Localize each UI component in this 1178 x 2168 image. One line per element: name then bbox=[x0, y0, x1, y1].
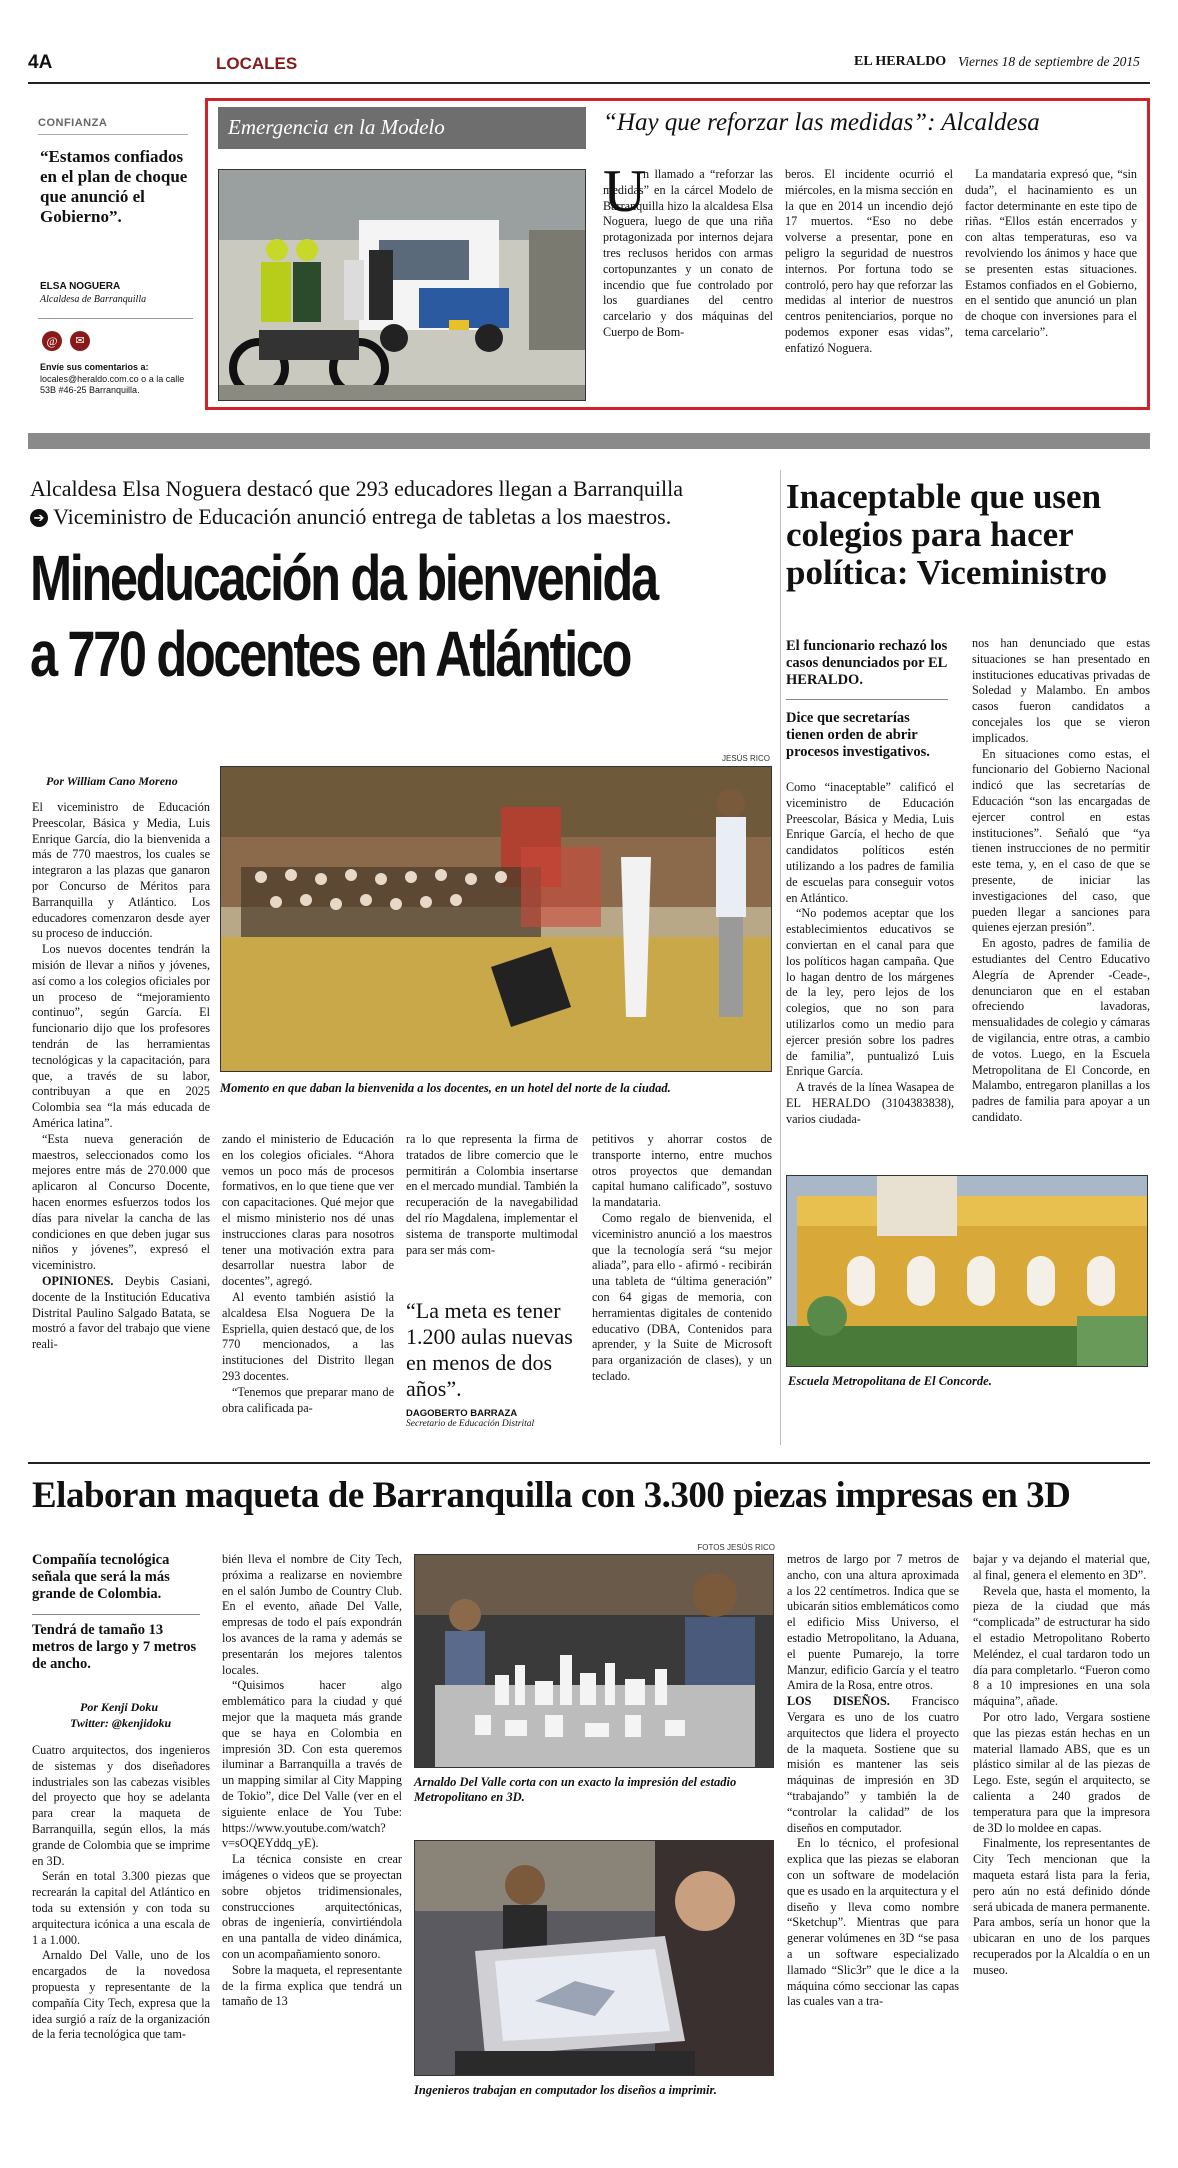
pull-quote-text: “La meta es tener 1.200 aulas nuevas en menos de dos años”. bbox=[406, 1298, 573, 1401]
side-sub-1: El funcionario rechazó los casos denunciados por EL HERALDO. bbox=[786, 638, 948, 688]
opiniones-kicker: OPINIONES. bbox=[42, 1273, 114, 1288]
confianza-sidebar bbox=[30, 103, 200, 408]
sidebar-quote: “Estamos confiados en el plan de choque que anunció el Gobierno”. bbox=[40, 147, 188, 226]
prison-photo bbox=[218, 169, 586, 401]
box-title: “Hay que reforzar las medidas”: Alcaldesa bbox=[603, 109, 1040, 136]
main-byline: Por William Cano Moreno bbox=[46, 774, 178, 788]
contact-text: locales@heraldo.com.co o a la calle 53B #46-25 Barranquilla. bbox=[40, 374, 185, 395]
side-sub-2: Dice que secretarías tienen orden de abrir procesos investigativos. bbox=[786, 710, 930, 760]
section-divider-bar bbox=[28, 433, 1150, 449]
box-col-2: beros. El incidente ocurrió el miércoles, en la misma sección en la que en 2014 un incendio dejó 17 muertos. “Eso no debe volverse a presentar, pone en peligro la seguridad de nuestros internos. Por fortuna todo se controló, pero hay que reforzar las medidas al interior de nuestros centros penitenciarios, porque no podemos exponer esas vidas”, enfatizó Noguera. bbox=[785, 167, 953, 355]
pull-quote bbox=[406, 1298, 578, 1429]
main-deck-1: Alcaldesa Elsa Noguera destacó que 293 educadores llegan a Barranquilla bbox=[30, 476, 684, 501]
bottom-sub-2: Tendrá de tamaño 13 metros de largo y 7 metros de ancho. bbox=[32, 1622, 197, 1672]
comment-icon[interactable]: @ bbox=[42, 331, 62, 351]
photo-label-band bbox=[218, 107, 586, 149]
bottom-col-1: Cuatro arquitectos, dos ingenieros de sistemas y dos diseñadores industriales son las cabezas visibles del proyecto que hoy se adelanta para crear la maqueta de Barranquilla, según ellos, la más grande de Colombia que se imprime en 3D. Serán en total 3.300 piezas que recrearán la capital del Atlántico en toda su extensión y con toda su arquitectura icónica a una escala de 1 a 1.000. Arnaldo Del Valle, uno de los encargados de la novedosa propuesta y representante de la compañía City Tech, expresa que la idea surgió a raíz de la organización de la feria tecnológica que tam- bbox=[32, 1743, 210, 2042]
main-col-4: petitivos y ahorrar costos de transporte interno, entre muchos otros proyectos que demandan capital humano calificado”, sostuvo la mandataria. Como regalo de bienvenida, el viceministro anunció a los maestros que la tecnología será “su mejor aliada”, para ello - afirmó - recibirán una tableta de “última generación” con 64 gigas de memoria, con herramientas digitales de contenido educativo (DBA, Contenidos para aprender, y la Suite de Microsoft para organización de clases), y un teclado. bbox=[592, 1132, 772, 1383]
sidebar-role: Alcaldesa de Barranquilla bbox=[40, 294, 147, 305]
contact-title: Envíe sus comentarios a: bbox=[40, 362, 149, 372]
side-col-2: nos han denunciado que estas situaciones se han presentado en instituciones educativas privadas de Soledad y Malambo. En ambos casos fueron candidatos a concejales los que se vieron implicados. En situaciones como estas, el funcionario del Gobierno Nacional indicó que las secretarías de Educación “son las encargadas de ejercer control en estas instituciones”. Señaló que “ya tienen instrucciones de no permitir este tema, y, en el caso de que se presente, de iniciar las investigaciones del caso, que pueden llegar a sanciones para quienes ejerzan presión”. En agosto, padres de familia de estudiantes del Centro Educativo Alegría de Aprender -Ceade-, denunciaron que en el estaban ofreciendo lavadoras, mensualidades de colegio y cámaras de vigilancia, entre otras, a cambio de votos. Luego, en la Escuela Metropolitana de El Concorde, en Malambo, entregaron planillas a los padres de familia para apoyar a un candidato. bbox=[972, 636, 1150, 1124]
bottom-caption-2: Ingenieros trabajan en computador los diseños a imprimir. bbox=[414, 2083, 717, 2097]
main-headline bbox=[30, 540, 770, 692]
header-rule bbox=[28, 82, 1150, 84]
bottom-col-4: metros de largo por 7 metros de ancho, con una altura aproximada a los 22 centímetros. Indica que se ubicarán sitios emblemáticos como el edificio Miss Universo, el estadio Metropolitano, la Aduana, el puente Pumarejo, la torre Manzur, edificio García y el teatro Amira de la Rosa, entre otros. LOS DISEÑOS. Francisco Vergara es uno de los cuatro arquitectos que lidera el proyecto de la maqueta. Sostiene que su misión es mantener las seis máquinas de impresión en 3D “trabajando” y también la de “controlar la calidad” de los diseños en computador. En lo técnico, el profesional explica que las piezas se elaboran con un software de modelación que es usado en la arquitectura y el diseño y lleva como nombre “Sketchup”. Mientras que para generar volúmenes en 3D “se pasa a un software especializado llamado “Slic3r” que le dice a la máquina cómo seccionar las capas las cuales van a tra- bbox=[787, 1552, 959, 2009]
headline-line-2: a 770 docentes en Atlántico bbox=[30, 618, 631, 690]
bottom-twitter[interactable]: Twitter: @kenjidoku bbox=[70, 1716, 172, 1730]
main-deck-2: Viceministro de Educación anunció entrega de tabletas a los maestros. bbox=[53, 504, 672, 529]
sidebar-label: CONFIANZA bbox=[38, 117, 108, 129]
bottom-col-5: bajar y va dejando el material que, al final, genera el elemento en 3D”. Revela que, hasta el momento, la pieza de la ciudad que más “complicada” de estructurar ha sido el estadio Metropolitano Roberto Meléndez, el cual tardaron todo un día para completarlo. “Fueron como 8 a 10 impresiones en una sola máquina”, añade. Por otro lado, Vergara sostiene que las piezas están hechas en un material llamado ABS, que es un plástico similar al de las piezas de Lego. Este, según el arquitecto, se calienta a 240 grados de temperatura para que la impresora de 3D lo moldee en capas. Finalmente, los representantes de City Tech mencionan que la maqueta estará lista para la feria, pero aún no está definido dónde será ubicada de manera permanente. Para ambos, sería un honor que la ubicaran en uno de los parques recuperados por la Alcaldía o en un museo. bbox=[973, 1552, 1150, 1977]
mail-icon[interactable]: ✉ bbox=[70, 331, 90, 351]
engineers-photo bbox=[414, 1840, 774, 2076]
dropcap: U bbox=[603, 158, 647, 224]
sidebar-rule bbox=[38, 134, 188, 135]
bottom-photo-credit: FOTOS JESÚS RICO bbox=[697, 1543, 775, 1552]
main-col-2: zando el ministerio de Educación en los colegios oficiales. “Ahora vemos un poco más de procesos formativos, en lo que tiene que ver con capacitaciones. Qué mejor que el mismo ministerio nos dé unas instrucciones claras para nosotros tener una motivación extra para desarrollar nuestra labor de docentes”, agregó. Al evento también asistió la alcaldesa Elsa Noguera De la Espriella, quien destacó que, de los 770 mencionados, a las instituciones del Distrito llegan 293 docentes. “Tenemos que preparar mano de obra calificada pa- bbox=[222, 1132, 394, 1415]
box-col-1: n llamado a “reforzar las medidas” en la cárcel Modelo de Barranquilla hizo la alcaldesa Elsa Noguera, luego de que una riña protagonizada por internos dejara tres reclusos heridos con armas cortopunzantes y un conato de incendio que fue controlado por los guardianes del centro carcelario y dos máquinas del Cuerpo de Bom- bbox=[603, 167, 773, 339]
prison-story-box bbox=[205, 98, 1150, 410]
school-caption: Escuela Metropolitana de El Concorde. bbox=[788, 1374, 992, 1388]
bottom-sub-1: Compañía tecnológica señala que será la más grande de Colombia. bbox=[32, 1552, 170, 1602]
side-sub-rule bbox=[786, 699, 948, 700]
issue-date: Viernes 18 de septiembre de 2015 bbox=[958, 54, 1140, 69]
sidebar-name: ELSA NOGUERA bbox=[40, 281, 121, 292]
model-photo bbox=[414, 1554, 774, 1768]
section-name: LOCALES bbox=[216, 54, 298, 73]
page-header bbox=[28, 50, 1150, 80]
page-number: 4A bbox=[28, 52, 53, 73]
headline-line-1: Mineducación da bienvenida bbox=[30, 542, 657, 614]
main-photo-credit: JESÚS RICO bbox=[721, 754, 770, 763]
pull-quote-role: Secretario de Educación Distrital bbox=[406, 1419, 535, 1429]
main-col-1: El viceministro de Educación Preescolar, Básica y Media, Luis Enrique García, dio la bienvenida a más de 770 maestros, los cuales se integraron a las plazas que ganaron por Concurso de Méritos para Barranquilla y Atlántico. Los educadores comenzaron desde ayer su proceso de inducción. Los nuevos docentes tendrán la misión de llevar a niños y jóvenes, así como a los colegios oficiales por un proceso de “mejoramiento continuo”, según García. El funcionario dijo que los profesores tendrán de las herramientas tecnológicas y la capacitación, para que, a través de su labor, contribuyan a que en 2025 Colombia sea “la más educada de América latina”. “Esta nueva generación de maestros, seleccionados como los mejores entre más de 270.000 que aplicaron al Concurso Docente, hacen enormes esfuerzos todos los días para nivelar la cancha de las condiciones en que deben jugar sus niños y jóvenes”, expresó el viceministro. OPINIONES. Deybis Casiani, docente de la Institución Educativa Distrital Paulino Salgado Batata, se mostró a favor del trabajo que viene reali- bbox=[32, 800, 210, 1352]
bottom-caption-1: Arnaldo Del Valle corta con un exacto la impresión del estadio Metropolitano en 3D. bbox=[414, 1775, 737, 1804]
paper-name: EL HERALDO bbox=[854, 54, 947, 69]
bottom-col-2: bién lleva el nombre de City Tech, próxima a realizarse en noviembre en el salón Jumbo de Country Club. En el evento, añade Del Valle, empresas de todo el país expondrán los avances de la rama y además se presentarán los mejores talentos locales. “Quisimos hacer algo emblemático para la ciudad y qué mejor que la maqueta más grande que se haya en Colombia en impresión 3D. Con esta queremos iluminar a Barranquilla a través de un mapping similar al City Mapping de Tokio”, dice Del Valle (ver en el siguiente enlace de You Tube: https://www.youtube.com/watch?v=sOQEYddq_yE). La técnica consiste en crear imágenes o videos que se proyectan sobre objetos tridimensionales, construcciones arquitectónicas, obras de ingeniería, convirtiéndola en una pantalla de video dinámica, con un acompañamiento sonoro. Sobre la maqueta, el representante de la firma explica que tendrá un tamaño de 13 bbox=[222, 1552, 402, 2009]
pull-quote-name: DAGOBERTO BARRAZA bbox=[406, 1408, 518, 1419]
main-deck-2-row bbox=[30, 504, 671, 530]
arrow-icon: ➔ bbox=[30, 509, 48, 527]
bottom-sub-rule bbox=[32, 1614, 200, 1615]
box-col-3: La mandataria expresó que, “sin duda”, el hacinamiento es un factor determinante en este tipo de riñas. “Ellos están encerrados y con altas temperaturas, eso va revolviendo los ánimos y hace que se presenten estas situaciones. Estamos confiados en el Gobierno, en el sentido que anunció un plan de choque con inversiones para el tema carcelario”. bbox=[965, 167, 1137, 339]
column-separator bbox=[780, 470, 781, 1445]
teachers-photo bbox=[220, 766, 772, 1072]
main-caption: Momento en que daban la bienvenida a los docentes, en un hotel del norte de la ciudad. bbox=[220, 1081, 671, 1095]
bottom-byline: Por Kenji Doku bbox=[80, 1700, 159, 1714]
bottom-divider bbox=[28, 1462, 1150, 1464]
main-col-3: ra lo que representa la firma de tratados de libre comercio que le permitirán a Colombia insertarse en el mercado mundial. También la recuperación de la navegabilidad del río Magdalena, implementar el sistema de transporte multimodal para ser más com- bbox=[406, 1132, 578, 1257]
bottom-headline: Elaboran maqueta de Barranquilla con 3.300 piezas impresas en 3D bbox=[32, 1475, 1071, 1516]
disenos-kicker: LOS DISEÑOS. bbox=[787, 1694, 890, 1709]
sidebar-divider bbox=[38, 318, 193, 319]
photo-label: Emergencia en la Modelo bbox=[228, 115, 445, 139]
side-col-1: Como “inaceptable” calificó el viceministro de Educación Preescolar, Básica y Media, Luis Enrique García, el hecho de que candidatos políticos estén utilizando a los padres de familia de escuelas para conseguir votos en Atlántico. “No podemos aceptar que los establecimientos educativos se conviertan en el canal para que los políticos hagan campaña. Que lo hagan dentro de los márgenes de la ley, pero lejos de los colegios, que no son para utilizarlos como un medio para ejercer presión sobre los padres de familia”, puntualizó Luis Enrique García. A través de la línea Wasapea de EL HERALDO (3104383838), varios ciudada- bbox=[786, 780, 954, 1126]
side-headline: Inaceptable que usen colegios para hacer política: Viceministro bbox=[786, 477, 1108, 592]
school-photo bbox=[786, 1175, 1148, 1367]
